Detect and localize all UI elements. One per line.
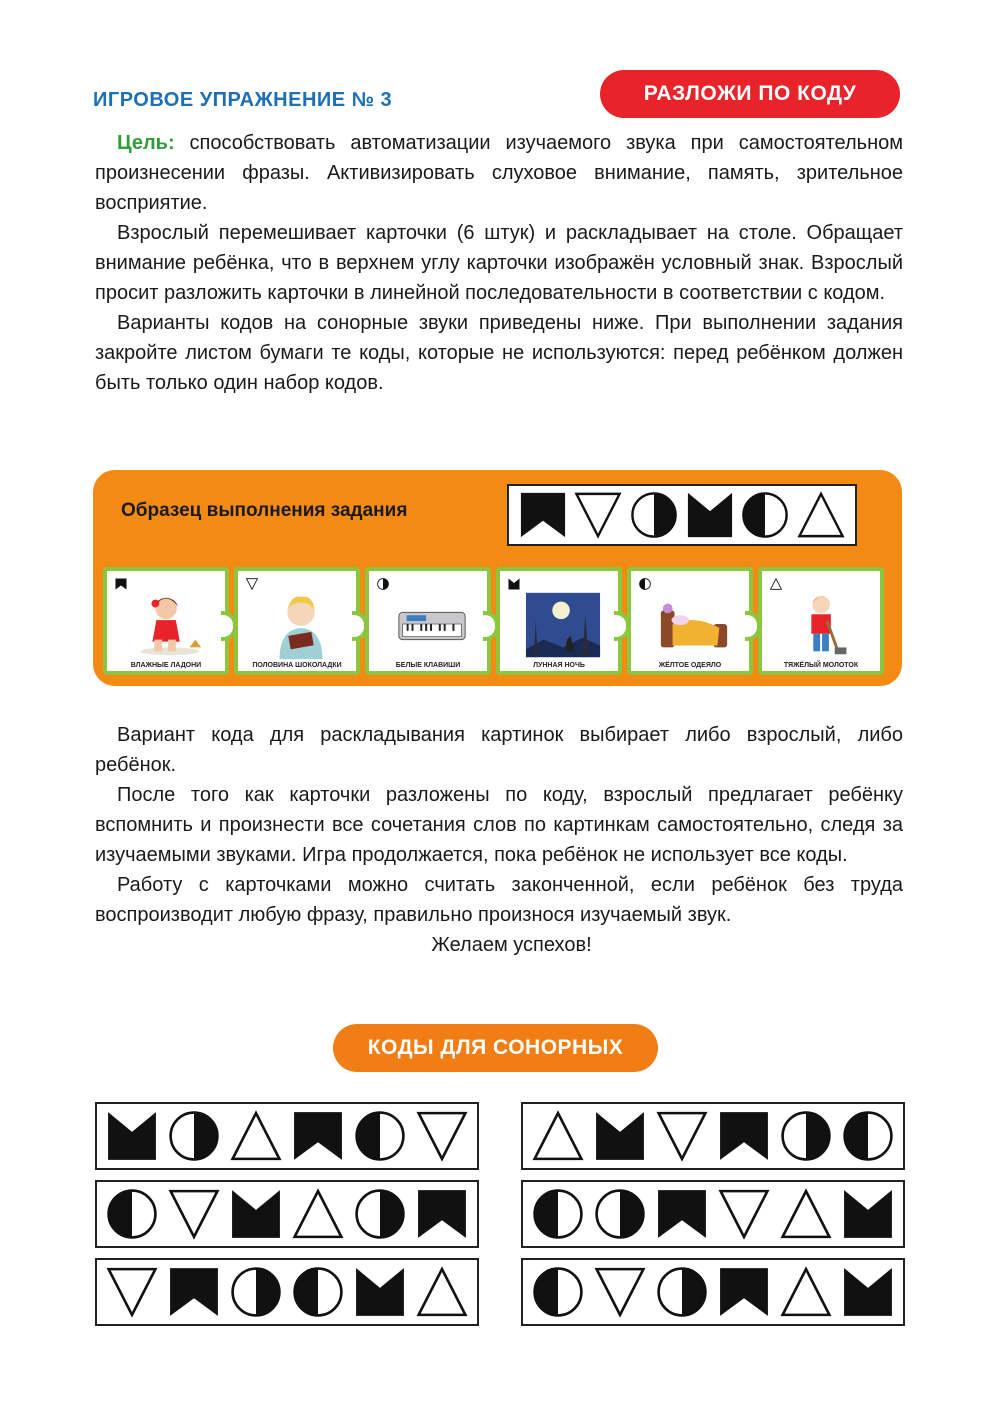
sample-cards xyxy=(103,567,893,677)
sq-top-notch-icon xyxy=(292,1110,344,1162)
card-caption: БЕЛЫЕ КЛАВИШИ xyxy=(395,662,461,669)
card-symbol xyxy=(115,577,127,589)
picture-card[interactable] xyxy=(365,567,491,675)
code-strip xyxy=(95,1102,479,1170)
exercise-title: ИГРОВОЕ УПРАЖНЕНИЕ № 3 xyxy=(93,89,393,111)
half-circle-left-icon xyxy=(639,578,651,590)
card-symbol xyxy=(639,577,651,589)
game-name-badge: РАЗЛОЖИ ПО КОДУ xyxy=(600,70,900,118)
wish-text: Желаем успехов! xyxy=(431,934,592,956)
sq-top-v-icon xyxy=(842,1188,894,1240)
bed-with-blanket-icon xyxy=(655,589,733,661)
intro-paragraph-3: Варианты кодов на сонорные звуки приведены ниже. При выполнении задания закройте листом бумаги те коды, которые не используются: перед ребёнком должен быть только один набор кодов. xyxy=(95,312,903,394)
sq-top-v-icon xyxy=(594,1110,646,1162)
outro-paragraph-2: После того как карточки разложены по коду, взрослый предлагает ребёнку вспомнить и произнести все сочетания слов по картинкам самостоятельно, следя за изучаемыми звуками. Игра продолжается, пока ребёнок не использует все коды. xyxy=(95,784,903,866)
card-caption: ЛУННАЯ НОЧЬ xyxy=(533,662,585,669)
half-circle-right-icon xyxy=(594,1188,646,1240)
picture-card[interactable] xyxy=(103,567,229,675)
half-circle-left-icon xyxy=(354,1110,406,1162)
sq-top-v-icon xyxy=(106,1110,158,1162)
sq-top-notch-icon xyxy=(519,491,567,539)
tri-down-icon xyxy=(718,1188,770,1240)
outro-paragraph-3: Работу с карточками можно считать законченной, если ребёнок без труда воспроизводит любую фразу, правильно произнося изучаемый звук. xyxy=(95,874,903,926)
half-circle-left-icon xyxy=(842,1110,894,1162)
half-circle-right-icon xyxy=(656,1266,708,1318)
card-caption: ТЯЖЁЛЫЙ МОЛОТОК xyxy=(783,662,859,669)
sq-top-notch-icon xyxy=(168,1266,220,1318)
outro-text xyxy=(95,720,903,960)
synthesizer-icon xyxy=(393,589,471,661)
sq-top-notch-icon xyxy=(718,1266,770,1318)
intro-text xyxy=(95,128,903,398)
tri-up-icon xyxy=(770,578,782,590)
codes-column-right xyxy=(521,1102,905,1336)
tri-down-icon xyxy=(656,1110,708,1162)
card-caption: ВЛАЖНЫЕ ЛАДОНИ xyxy=(130,662,202,669)
boy-with-chocolate-icon xyxy=(262,589,340,661)
goal-text: способствовать автоматизации изучаемого звука при самостоятельном произнесении фразы. Активизировать слуховое внимание, память, зрительное восприятие. xyxy=(95,132,903,214)
half-circle-right-icon xyxy=(354,1188,406,1240)
sq-top-v-icon xyxy=(354,1266,406,1318)
girl-playing-icon xyxy=(131,589,209,661)
card-symbol xyxy=(377,577,389,589)
sq-top-v-icon xyxy=(842,1266,894,1318)
sq-top-v-icon xyxy=(508,578,520,590)
half-circle-left-icon xyxy=(292,1266,344,1318)
sample-code-strip xyxy=(507,484,857,546)
code-strip xyxy=(95,1180,479,1248)
outro-paragraph-1: Вариант кода для раскладывания картинок выбирает либо взрослый, либо ребёнок. xyxy=(95,724,903,776)
codes-title-badge: КОДЫ ДЛЯ СОНОРНЫХ xyxy=(333,1024,658,1072)
tri-up-icon xyxy=(230,1110,282,1162)
half-circle-right-icon xyxy=(377,578,389,590)
picture-card[interactable] xyxy=(758,567,884,675)
sq-top-notch-icon xyxy=(416,1188,468,1240)
goal-label: Цель: xyxy=(117,132,175,154)
half-circle-right-icon xyxy=(230,1266,282,1318)
half-circle-left-icon xyxy=(532,1266,584,1318)
tri-down-icon xyxy=(168,1188,220,1240)
half-circle-right-icon xyxy=(168,1110,220,1162)
half-circle-right-icon xyxy=(630,491,678,539)
tri-up-icon xyxy=(416,1266,468,1318)
card-caption: ПОЛОВИНА ШОКОЛАДКИ xyxy=(252,662,342,669)
sq-top-notch-icon xyxy=(115,578,127,590)
boy-with-hammer-icon xyxy=(786,589,864,661)
tri-up-icon xyxy=(780,1266,832,1318)
tri-down-icon xyxy=(246,578,258,590)
half-circle-left-icon xyxy=(532,1188,584,1240)
half-circle-left-icon xyxy=(741,491,789,539)
half-circle-right-icon xyxy=(780,1110,832,1162)
tri-down-icon xyxy=(594,1266,646,1318)
card-symbol xyxy=(770,577,782,589)
tri-down-icon xyxy=(416,1110,468,1162)
tri-up-icon xyxy=(532,1110,584,1162)
sample-panel xyxy=(93,470,902,686)
half-circle-left-icon xyxy=(106,1188,158,1240)
card-caption: ЖЁЛТОЕ ОДЕЯЛО xyxy=(658,662,722,669)
sq-top-notch-icon xyxy=(656,1188,708,1240)
code-strip xyxy=(521,1102,905,1170)
code-strip xyxy=(521,1180,905,1248)
moon-night-icon xyxy=(524,589,602,661)
sq-top-notch-icon xyxy=(718,1110,770,1162)
picture-card[interactable] xyxy=(627,567,753,675)
sq-top-v-icon xyxy=(230,1188,282,1240)
picture-card[interactable] xyxy=(234,567,360,675)
tri-up-icon xyxy=(780,1188,832,1240)
sample-label: Образец выполнения задания xyxy=(121,500,408,521)
card-symbol xyxy=(246,577,258,589)
card-symbol xyxy=(508,577,520,589)
tri-up-icon xyxy=(797,491,845,539)
picture-card[interactable] xyxy=(496,567,622,675)
intro-paragraph-2: Взрослый перемешивает карточки (6 штук) и раскладывает на столе. Обращает внимание ребёнка, что в верхнем углу карточки изображён условный знак. Взрослый просит разложить карточки в линейной последовательности в соответствии с кодом. xyxy=(95,222,903,304)
code-strip xyxy=(521,1258,905,1326)
codes-column-left xyxy=(95,1102,479,1336)
code-strip xyxy=(95,1258,479,1326)
tri-down-icon xyxy=(574,491,622,539)
tri-up-icon xyxy=(292,1188,344,1240)
sq-top-v-icon xyxy=(686,491,734,539)
tri-down-icon xyxy=(106,1266,158,1318)
goal-paragraph xyxy=(95,128,903,218)
